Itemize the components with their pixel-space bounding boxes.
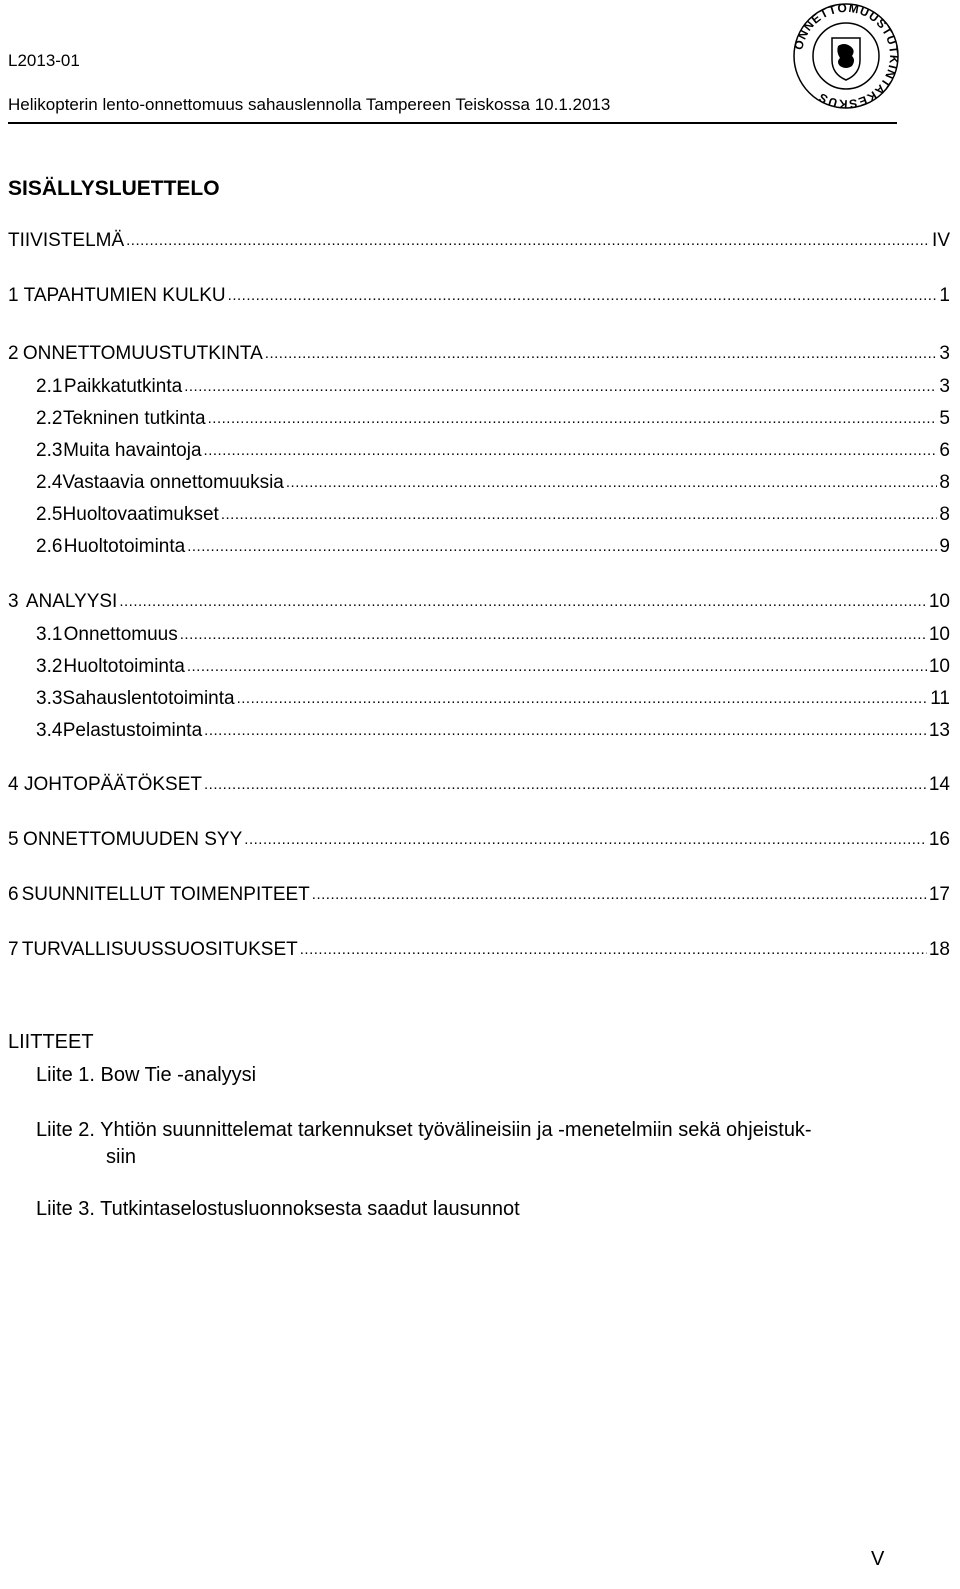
toc-entry-number: 7 [8, 939, 19, 960]
toc-dot-leader [180, 622, 927, 647]
appendices-heading: LIITTEET [8, 1031, 94, 1053]
toc-entry-1[interactable] [8, 284, 950, 308]
toc-dot-leader [265, 341, 938, 366]
toc-entry-2-5[interactable] [8, 503, 950, 527]
toc-heading: SISÄLLYSLUETTELO [8, 177, 220, 200]
toc-dot-leader [312, 882, 927, 907]
toc-entry-title: Huoltotoiminta [63, 656, 185, 677]
toc-entry-2[interactable] [8, 342, 950, 366]
toc-dot-leader [286, 470, 938, 495]
appendix-item-1[interactable] [36, 1062, 896, 1089]
toc-entry-page: 10 [928, 656, 950, 677]
toc-dot-leader [300, 937, 927, 962]
toc-entry-4[interactable] [8, 773, 950, 797]
toc-entry-title: ANALYYSI [25, 591, 118, 612]
toc-entry-title: ONNETTOMUUDEN SYY [23, 829, 243, 850]
toc-entry-number: 3.2 [36, 656, 63, 677]
toc-dot-leader [187, 654, 927, 679]
toc-entry-page: 5 [939, 408, 950, 429]
toc-entry-page: 16 [928, 829, 950, 850]
appendix-item-text: Liite 2. Yhtiön suunnittelemat tarkennukset työvälineisiin ja -menetelmiin sekä ohjeistuk- [36, 1119, 812, 1141]
toc-entry-3[interactable] [8, 590, 950, 614]
appendix-item-3[interactable] [36, 1196, 896, 1223]
toc-entry-2-6[interactable] [8, 535, 950, 559]
toc-entry-title: Vastaavia onnettomuuksia [62, 472, 284, 493]
toc-entry-3-1[interactable] [8, 623, 950, 647]
logo-ring-text: ONNETTOMUUSTUTKINTAKESKUS [791, 0, 902, 112]
toc-dot-leader [244, 827, 927, 852]
toc-entry-3-2[interactable] [8, 655, 950, 679]
toc-entry-page: 1 [939, 285, 950, 306]
toc-entry-number: 3.4 [36, 720, 63, 741]
onnettomuustutkintakeskus-logo [790, 0, 902, 112]
toc-entry-title: Huoltovaatimukset [62, 504, 219, 525]
toc-entry-number: 2.4 [36, 472, 63, 493]
lion-emblem [832, 38, 860, 80]
toc-entry-page: 10 [928, 624, 950, 645]
toc-entry-page: 13 [928, 720, 950, 741]
toc-entry-number: 2.6 [36, 536, 63, 557]
toc-entry-number: 2.3 [36, 440, 63, 461]
toc-entry-page: 3 [939, 343, 950, 364]
toc-entry-title: Huoltotoiminta [63, 536, 186, 557]
toc-entry-2-2[interactable] [8, 407, 950, 431]
toc-entry-number: 2 [8, 343, 19, 364]
toc-entry-number: 2.5 [36, 504, 63, 525]
toc-entry-title: TAPAHTUMIEN KULKU [23, 285, 226, 306]
toc-entry-page: 8 [939, 472, 950, 493]
toc-entry-page: 17 [928, 884, 950, 905]
toc-dot-leader [126, 228, 930, 253]
toc-entry-page: IV [932, 230, 950, 251]
toc-entry-number: 4 [8, 774, 19, 795]
toc-entry-2-1[interactable] [8, 375, 950, 399]
toc-entry-3-4[interactable] [8, 719, 950, 743]
toc-entry-tiivistelma[interactable] [8, 229, 950, 253]
toc-entry-number: 2.1 [36, 376, 63, 397]
report-title: Helikopterin lento-onnettomuus sahauslennolla Tampereen Teiskossa 10.1.2013 [8, 95, 611, 114]
toc-entry-2-3[interactable] [8, 439, 950, 463]
toc-dot-leader [204, 438, 938, 463]
toc-entry-page: 11 [930, 688, 950, 709]
toc-dot-leader [204, 718, 927, 743]
appendix-item-text-continued: siin [106, 1146, 137, 1168]
toc-entry-title: TIIVISTELMÄ [8, 230, 125, 251]
header-rule [8, 122, 897, 124]
toc-dot-leader [208, 406, 938, 431]
appendix-item-text: Liite 3. Tutkintaselostusluonnoksesta saadut lausunnot [36, 1198, 520, 1220]
toc-entry-number: 5 [8, 829, 19, 850]
toc-entry-page: 6 [939, 440, 950, 461]
toc-entry-number: 3.1 [36, 624, 63, 645]
toc-entry-page: 18 [928, 939, 950, 960]
toc-dot-leader [221, 502, 938, 527]
toc-entry-title: JOHTOPÄÄTÖKSET [23, 774, 203, 795]
toc-entry-5[interactable] [8, 828, 950, 852]
toc-entry-2-4[interactable] [8, 471, 950, 495]
toc-entry-number: 3.3 [36, 688, 63, 709]
toc-entry-title: ONNETTOMUUSTUTKINTA [22, 343, 263, 364]
toc-entry-title: Onnettomuus [63, 624, 178, 645]
toc-entry-title: TURVALLISUUSSUOSITUKSET [21, 939, 298, 960]
toc-entry-page: 8 [939, 504, 950, 525]
toc-entry-page: 3 [939, 376, 950, 397]
page-number: V [871, 1548, 885, 1570]
toc-entry-title: Paikkatutkinta [63, 376, 183, 397]
toc-entry-title: Tekninen tutkinta [63, 408, 206, 429]
report-code: L2013-01 [8, 51, 80, 70]
toc-dot-leader [204, 772, 927, 797]
toc-dot-leader [228, 283, 938, 308]
toc-entry-6[interactable] [8, 883, 950, 907]
toc-entry-3-3[interactable] [8, 687, 950, 711]
toc-entry-number: 2.2 [36, 408, 63, 429]
appendix-item-text: Liite 1. Bow Tie -analyysi [36, 1064, 257, 1086]
toc-entry-title: Sahauslentotoiminta [62, 688, 235, 709]
toc-entry-page: 14 [928, 774, 950, 795]
toc-entry-number: 6 [8, 884, 19, 905]
toc-entry-page: 10 [928, 591, 950, 612]
toc-entry-title: Pelastustoiminta [62, 720, 203, 741]
toc-dot-leader [119, 589, 927, 614]
toc-entry-number: 3 [8, 591, 19, 612]
toc-entry-title: Muita havaintoja [63, 440, 202, 461]
toc-dot-leader [187, 534, 937, 559]
toc-dot-leader [184, 374, 937, 399]
appendix-item-2[interactable] [36, 1117, 896, 1171]
toc-entry-7[interactable] [8, 938, 950, 962]
toc-entry-page: 9 [939, 536, 950, 557]
toc-entry-title: SUUNNITELLUT TOIMENPITEET [21, 884, 310, 905]
toc-entry-number: 1 [8, 285, 19, 306]
toc-dot-leader [237, 686, 929, 711]
